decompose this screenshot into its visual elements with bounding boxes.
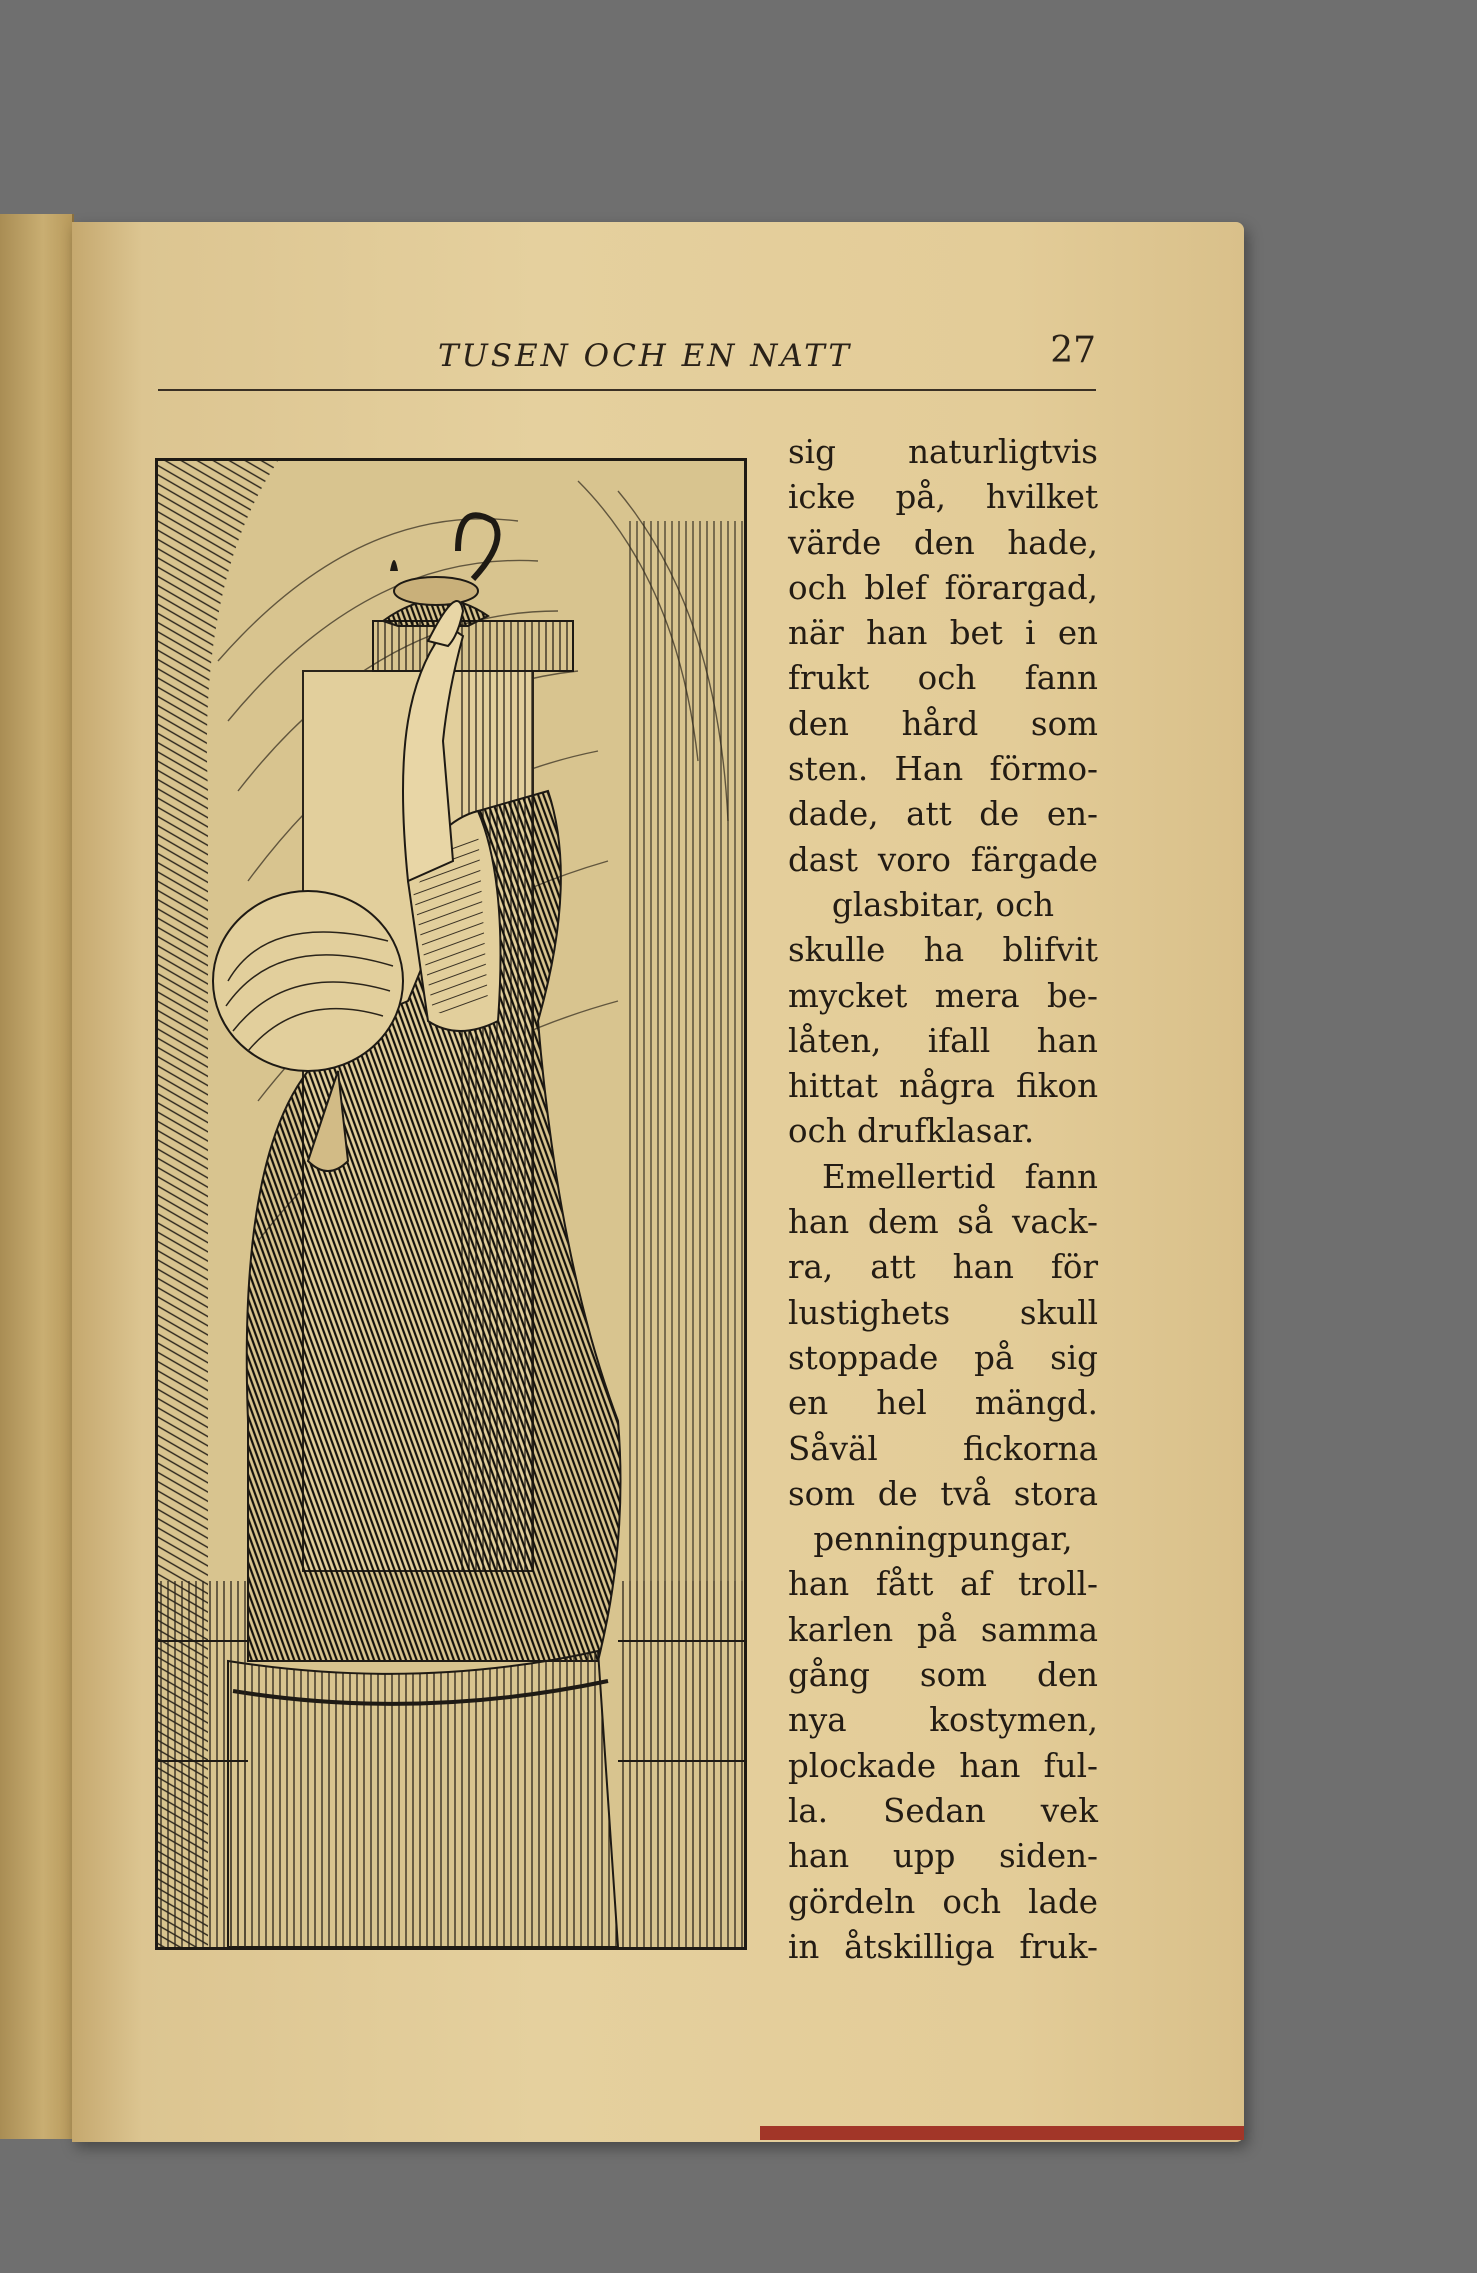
text-line: han fått af troll- — [788, 1565, 1098, 1604]
text-line: värde den hade, — [788, 523, 1098, 562]
left-page-edge — [0, 214, 74, 2139]
text-line: sten. Han förmo- — [788, 750, 1098, 789]
text-line: och drufklasar. — [788, 1112, 1035, 1151]
text-line: gång som den — [788, 1656, 1098, 1695]
page-number: 27 — [1050, 330, 1096, 371]
text-line: glasbitar, och — [831, 885, 1055, 924]
running-title: TUSEN OCH EN NATT — [438, 338, 853, 374]
text-line: gördeln och lade — [788, 1882, 1098, 1921]
body-text — [788, 430, 1098, 1970]
illustration — [155, 458, 747, 1950]
text-line: dade, att de en- — [788, 795, 1098, 834]
text-line: nya kostymen, — [788, 1701, 1098, 1740]
header-rule — [158, 389, 1096, 391]
page-header — [158, 330, 1096, 390]
text-line: han dem så vack- — [788, 1203, 1098, 1242]
text-line: lustighets skull — [788, 1293, 1098, 1332]
text-line: mycket mera be- — [788, 976, 1098, 1015]
text-line: en hel mängd. — [788, 1384, 1098, 1423]
text-line: la. Sedan vek — [788, 1791, 1098, 1830]
text-line: sig naturligtvis — [788, 433, 1098, 471]
text-line: den hård som — [788, 704, 1098, 743]
text-line: plockade han ful- — [788, 1746, 1098, 1785]
text-line: Såväl fickorna — [788, 1429, 1098, 1468]
text-line: Emellertid fann — [822, 1157, 1098, 1196]
text-line: icke på, hvilket — [788, 478, 1098, 517]
text-line: skulle ha blifvit — [788, 931, 1098, 970]
text-line: hittat några fikon — [788, 1067, 1098, 1106]
text-line: låten, ifall han — [788, 1021, 1098, 1060]
text-line: karlen på samma — [788, 1610, 1098, 1649]
text-line: stoppade på sig — [788, 1338, 1098, 1377]
text-line: som de två stora — [788, 1474, 1098, 1513]
text-line: penningpungar, — [813, 1520, 1073, 1559]
lamp-engraving-image — [158, 461, 744, 1947]
text-line: ra, att han för — [788, 1248, 1098, 1287]
text-line: dast voro färgade — [788, 840, 1098, 879]
text-line: in åtskilliga fruk- — [788, 1927, 1098, 1966]
book-cover-edge — [760, 2126, 1244, 2140]
text-line: när han bet i en — [788, 614, 1098, 653]
text-line: frukt och fann — [788, 659, 1098, 698]
text-line: och blef förargad, — [788, 568, 1098, 607]
text-line: han upp siden- — [788, 1837, 1098, 1876]
